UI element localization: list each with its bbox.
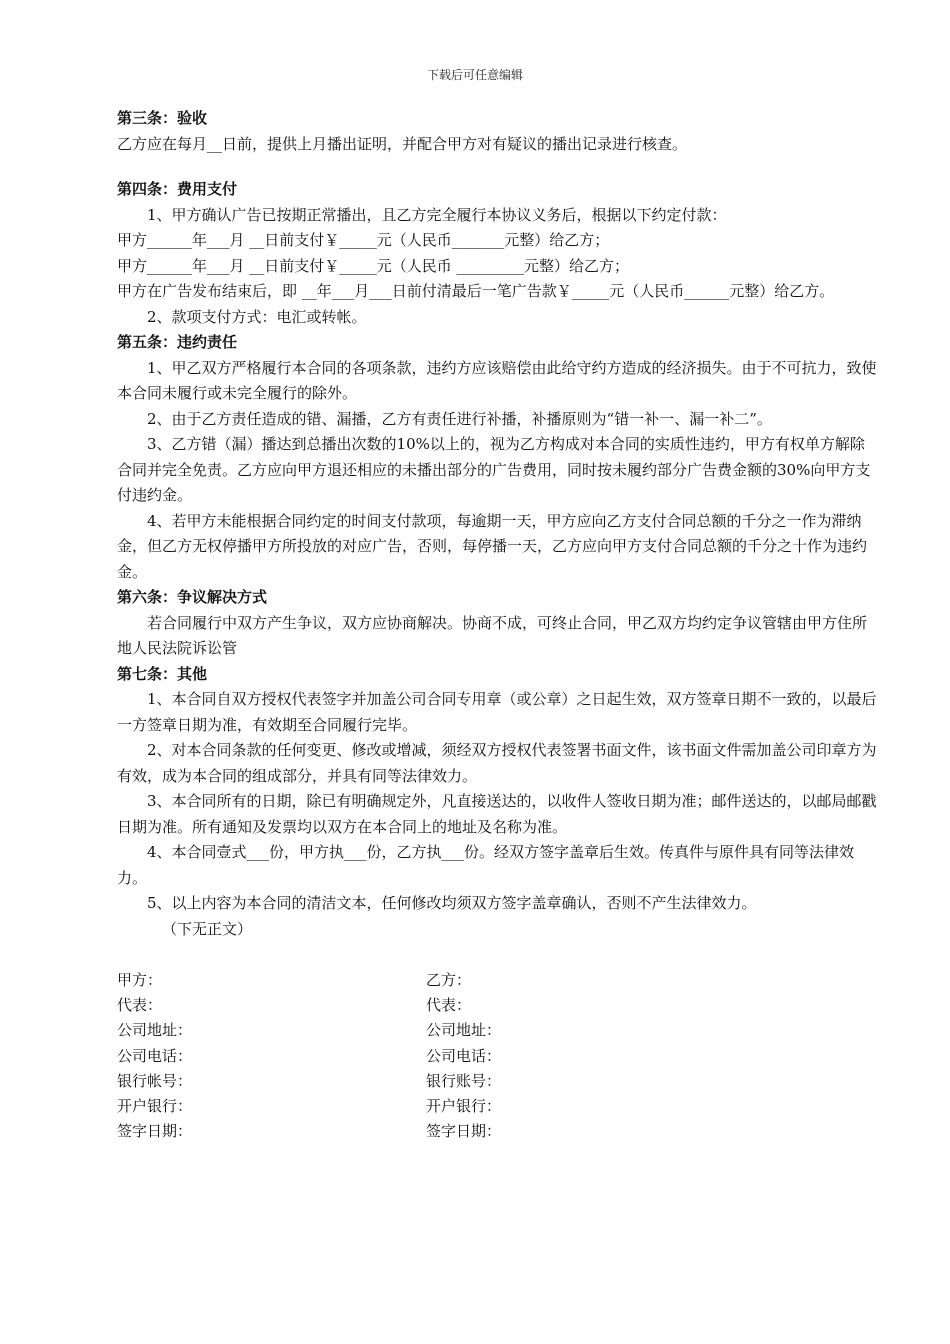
party-b-bank-account-label: 银行账号： [426, 1071, 502, 1090]
section-6-heading: 第六条：争议解决方式 [117, 588, 268, 606]
signature-row-date [117, 1119, 817, 1144]
section-7-paragraph-2: 2、对本合同条款的任何变更、修改或增减，须经双方授权代表签署书面文件，该书面文件需加盖公司印章方为有效，成为本合同的组成部分，并具有同等法律效力。 [117, 741, 877, 785]
party-b-bank-label: 开户银行： [426, 1097, 502, 1116]
signature-row-phone [117, 1044, 817, 1069]
section-4-payment-line-1: 甲方______年___月 __日前支付￥_____元（人民币_______元整）给乙方； [117, 231, 610, 249]
end-of-text-note: （下无正文） [162, 919, 253, 938]
section-5-paragraph-1: 1、甲乙双方严格履行本合同的各项条款，违约方应该赔偿由此给守约方造成的经济损失。由于不可抗力，致使本合同未履行或未完全履行的除外。 [117, 358, 877, 402]
signature-row-bank-account [117, 1069, 817, 1094]
party-b-sign-date-label: 签字日期： [426, 1122, 502, 1141]
party-a-representative-label: 代表： [117, 996, 163, 1015]
party-a-phone-label: 公司电话： [117, 1046, 193, 1065]
party-b-representative-label: 代表： [426, 996, 472, 1015]
section-4-payment-line-3: 甲方在广告发布结束后，即 __年___月___日前付清最后一笔广告款￥_____元（人民币______元整）给乙方。 [117, 282, 835, 300]
party-a-address-label: 公司地址： [117, 1021, 193, 1040]
section-7-heading: 第七条：其他 [117, 664, 208, 683]
signature-row-party [117, 968, 817, 993]
section-5-paragraph-3: 3、乙方错（漏）播达到总播出次数的10%以上的，视为乙方构成对本合同的实质性违约，甲方有权单方解除合同并完全免责。乙方应向甲方退还相应的未播出部分的广告费用，同时按未履约部分广告费金额的30%向甲方支付违约金。 [117, 435, 871, 504]
page-header-note: 下载后可任意编辑 [426, 68, 523, 82]
section-6-paragraph-1: 若合同履行中双方产生争议，双方应协商解决。协商不成，可终止合同，甲乙双方均约定争议管辖由甲方住所地人民法院诉讼管 [117, 613, 868, 657]
section-4-payment-method: 2、款项支付方式：电汇或转帐。 [147, 307, 367, 326]
section-3-paragraph: 乙方应在每月__日前，提供上月播出证明，并配合甲方对有疑议的播出记录进行核查。 [117, 134, 688, 153]
party-a-sign-date-label: 签字日期： [117, 1122, 193, 1141]
party-a-label: 甲方： [117, 971, 163, 989]
section-5-paragraph-2: 2、由于乙方责任造成的错、漏播，乙方有责任进行补播，补播原则为“错一补一、漏一补二”。 [147, 409, 772, 428]
section-7-paragraph-1: 1、本合同自双方授权代表签字并加盖公司合同专用章（或公章）之日起生效，双方签章日期不一致的，以最后一方签章日期为准，有效期至合同履行完毕。 [117, 690, 877, 734]
section-4-heading: 第四条：费用支付 [117, 180, 238, 198]
section-4-paragraph-1: 1、甲方确认广告已按期正常播出，且乙方完全履行本协议义务后，根据以下约定付款： [147, 205, 727, 224]
party-b-phone-label: 公司电话： [426, 1046, 502, 1065]
party-b-label: 乙方： [426, 971, 472, 989]
signature-row-bank [117, 1094, 817, 1119]
section-3-heading: 第三条：验收 [117, 109, 208, 127]
section-7-paragraph-3: 3、本合同所有的日期，除已有明确规定外，凡直接送达的，以收件人签收日期为准；邮件送达的，以邮局邮戳日期为准。所有通知及发票均以双方在本合同上的地址及名称为准。 [117, 792, 877, 836]
contract-body [117, 106, 877, 942]
signature-row-address [117, 1018, 817, 1043]
signature-row-representative [117, 993, 817, 1018]
section-7-paragraph-5: 5、以上内容为本合同的清洁文本，任何修改均须双方签字盖章确认，否则不产生法律效力。 [147, 894, 757, 912]
party-a-bank-label: 开户银行： [117, 1097, 193, 1116]
section-5-heading: 第五条：违约责任 [117, 333, 238, 351]
section-7-paragraph-4: 4、本合同壹式___份，甲方执___份，乙方执___份。经双方签字盖章后生效。传真件与原件具有同等法律效力。 [117, 843, 855, 887]
signature-block [117, 968, 817, 1144]
section-4-payment-line-2: 甲方______年___月 __日前支付￥_____元（人民币 _________元整）给乙方； [117, 256, 630, 275]
party-a-bank-account-label: 银行帐号： [117, 1071, 193, 1090]
party-b-address-label: 公司地址： [426, 1021, 502, 1040]
section-5-paragraph-4: 4、若甲方未能根据合同约定的时间支付款项，每逾期一天，甲方应向乙方支付合同总额的千分之一作为滞纳金，但乙方无权停播甲方所投放的对应广告，否则，每停播一天，乙方应向甲方支付合同总额的千分之十作为违约金。 [117, 511, 868, 581]
